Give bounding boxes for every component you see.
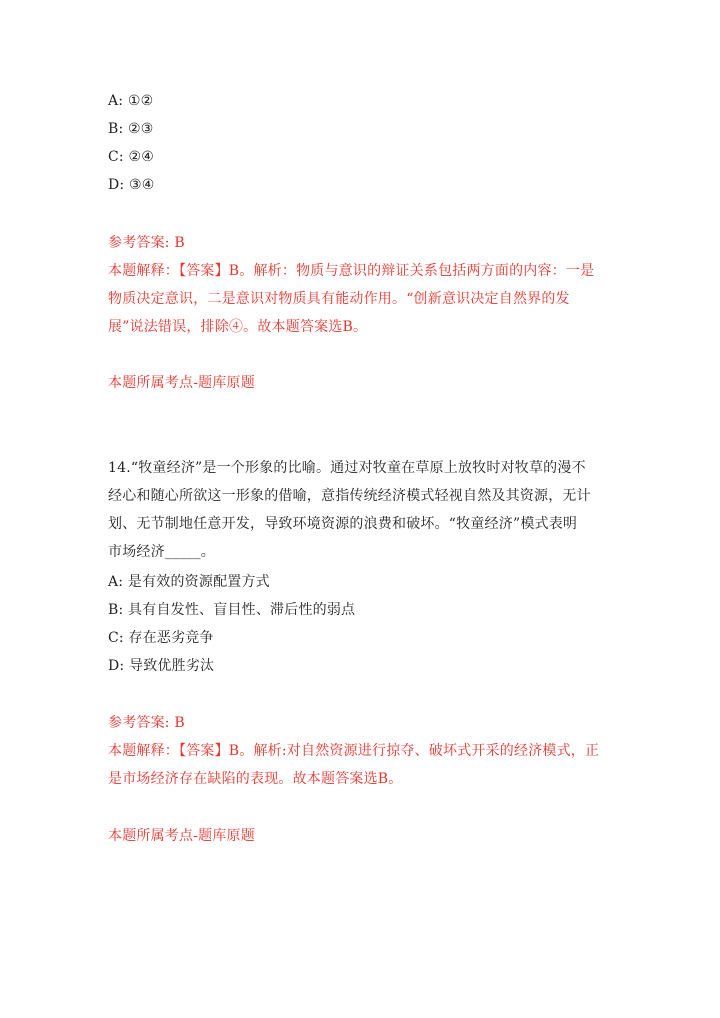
q14-option-b: B: 具有自发性、盲目性、滞后性的弱点 [108, 602, 356, 618]
q14-stem-line-1: 14.“牧童经济”是一个形象的比喻。通过对牧童在草原上放牧时对牧草的漫不 [108, 460, 586, 476]
q13-option-a: A: ①② [108, 93, 154, 109]
q13-explanation-line-1: 本题解释：【答案】B。解析：物质与意识的辩证关系包括两方面的内容：一是 [108, 263, 595, 279]
q13-category: 本题所属考点-题库原题 [108, 375, 255, 391]
q14-stem-line-3: 划、无节制地任意开发，导致环境资源的浪费和破坏。“牧童经济”模式表明 [108, 516, 578, 532]
q14-option-a: A: 是有效的资源配置方式 [108, 574, 270, 590]
q13-answer: 参考答案: B [108, 235, 185, 251]
q13-option-d: D: ③④ [108, 177, 155, 193]
q14-category: 本题所属考点-题库原题 [108, 828, 255, 844]
q13-explanation-line-3: 展”说法错误，排除④。故本题答案选B。 [108, 319, 368, 335]
q14-option-d: D: 导致优胜劣汰 [108, 658, 215, 674]
q14-stem-line-2: 经心和随心所欲这一形象的借喻，意指传统经济模式轻视自然及其资源，无计 [108, 488, 591, 504]
q14-option-c: C: 存在恶劣竞争 [108, 630, 214, 646]
q14-explanation-line-1: 本题解释：【答案】B。解析:对自然资源进行掠夺、破坏式开采的经济模式，正 [108, 743, 600, 759]
q13-explanation-line-2: 物质决定意识，二是意识对物质具有能动作用。“创新意识决定自然界的发 [108, 291, 570, 307]
q13-option-b: B: ②③ [108, 121, 154, 137]
q14-answer: 参考答案: B [108, 715, 185, 731]
q14-stem-line-4: 市场经济_____。 [108, 544, 215, 560]
q14-explanation-line-2: 是市场经济存在缺陷的表现。故本题答案选B。 [108, 771, 403, 787]
q13-option-c: C: ②④ [108, 149, 154, 165]
